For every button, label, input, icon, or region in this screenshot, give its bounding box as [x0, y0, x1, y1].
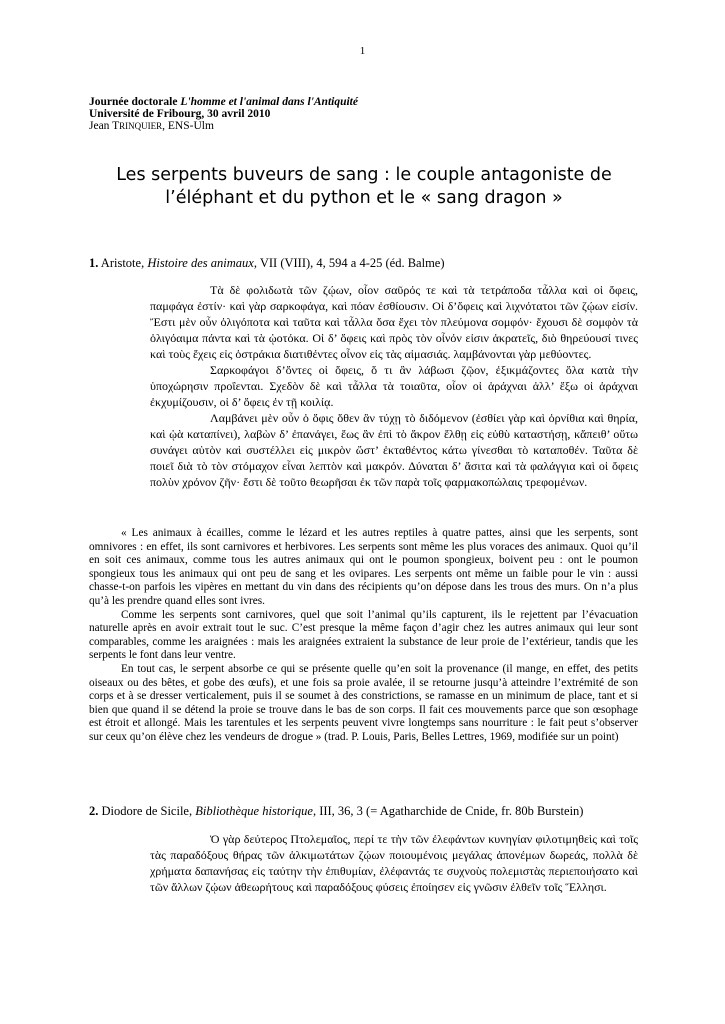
section-1-work: Histoire des animaux: [147, 256, 254, 270]
author-affiliation: , ENS-Ulm: [162, 120, 214, 132]
section-1-ref: , VII (VIII), 4, 594 a 4-25 (éd. Balme): [253, 256, 445, 270]
author-first-name: Jean: [89, 120, 113, 132]
header-event-line: [89, 96, 358, 108]
section-2-work: Bibliothèque historique: [195, 804, 313, 818]
section-1-number: 1.: [89, 256, 99, 270]
greek-paragraph: Λαμβάνει μὲν οὖν ὁ ὄφις ὅθεν ἂν τύχῃ τὸ διδόμενον (ἐσθίει γὰρ καὶ ὀρνίθια καὶ θηρία, καὶ ᾠὰ καταπίνει), λαβὼν δ’ ἐπανάγει, ἕως ἂν ἐπὶ τὸ ἄκρον ἔλθῃ εἰς εὐθὺ καταστήσῃ, κἄπειθ’ οὕτω συνάγει αὑτὸν καὶ συστέλλει εἰς μικρὸν ὥστ’ ἐκταθέντος κάτω γίνεσθαι τὸ καταποθέν. Ταῦτα δὲ ποιεῖ διὰ τὸ τὸν στόμαχον εἶναι λεπτὸν καὶ μακρόν. Δύναται δ’ ἄσιτα καὶ τὰ φαλάγγια καὶ οἱ ὄφεις πολὺν χρόνον ζῆν· ἔστι δὲ τοῦτο θεωρῆσαι ἐκ τῶν παρὰ τοῖς φαρμακοπώλαις τρεφομένων.: [150, 411, 638, 489]
greek-paragraph: Ὁ γὰρ δεύτερος Πτολεμαῖος, περί τε τὴν τῶν ἐλεφάντων κυνηγίαν φιλοτιμηθεὶς καὶ τοῖς τὰς παραδόξους θήρας τῶν ἀλκιμωτάτων ζῴων ποιουμένοις μεγάλας ἀπονέμων δωρεάς, πολλὰ δὲ χρήματα δαπανήσας εἰς ταύτην τὴν ἐπιθυμίαν, ἐλέφαντάς τε συχνοὺς πολεμιστὰς περιεποιήσατο καὶ τῶν ἄλλων ζῴων ἀθεωρήτους καὶ παραδόξους φύσεις ἐποίησεν εἰς γνῶσιν ἐλθεῖν τοῖς Ἕλλησι.: [150, 832, 638, 894]
greek-paragraph: Τὰ δὲ φολιδωτὰ τῶν ζῴων, οἷον σαῦρός τε καὶ τὰ τετράποδα τἆλλα καὶ οἱ ὄφεις, παμφάγα ἐστίν· καὶ γὰρ σαρκοφάγα, καὶ πόαν ἐσθίουσιν. Οἱ δ’ὄφεις καὶ λιχνότατοι τῶν ζῴων εἰσίν. Ἔστι μὲν οὖν ὀλιγόποτα καὶ ταῦτα καὶ τἆλλα ὅσα ἔχει τὸν πλεύμονα σομφόν· ἔχουσι δὲ σομφὸν τὰ ὀλιγόαιμα πάντα καὶ τὰ ᾠοτόκα. Οἱ δ’ ὄφεις καὶ πρὸς τὸν οἶνόν εἰσιν ἀκρατεῖς, διὸ θηρεύουσί τινες καὶ τοὺς ἔχεις εἰς ὀστράκια διατιθέντες οἶνον εἰς τὰς αἱμασιάς. λαμβάνονται γὰρ μεθύοντες.: [150, 283, 638, 361]
section-2-greek-text: [150, 831, 638, 895]
section-2-ref: , III, 36, 3 (= Agatharchide de Cnide, fr. 80b Burstein): [312, 804, 584, 818]
section-1-heading: [89, 256, 445, 271]
section-2-number: 2.: [89, 804, 99, 818]
section-1-author: Aristote,: [98, 256, 148, 270]
document-header: [89, 96, 358, 132]
translation-paragraph: En tout cas, le serpent absorbe ce qui se présente quelle qu’en soit la provenance (il mange, en effet, des petits oiseaux ou des bêtes, et gobe des œufs), et une fois sa proie avalée, il se retourne jusqu’à atteindre l’extrémité de son corps et à se dresser verticalement, puis il se soumet à des constrictions, se ramasse en un minimum de place, tant et si bien que quand il se détend la proie se trouve dans le bas de son corps. Il fait ces mouvements parce que son œsophage est étroit et allongé. Mais les tarentules et les serpents peuvent vivre longtemps sans nourriture : le fait peut s’observer sur ceux qu’on élève chez les vendeurs de drogue » (trad. P. Louis, Paris, Belles Lettres, 1969, modifiée sur un point): [89, 662, 638, 743]
translation-paragraph: Comme les serpents sont carnivores, quel que soit l’animal qu’ils capturent, ils le rejettent par l’évacuation naturelle après en avoir extrait tout le suc. C’est presque la même façon d’agir chez les autres animaux qui leur sont comparables, comme les araignées : mais les araignées extraient la substance de leur proie de l’extérieur, tandis que les serpents le font dans leur ventre.: [89, 608, 638, 662]
header-author-line: [89, 120, 358, 132]
section-2-heading: [89, 804, 583, 819]
title-line-2: l’éléphant et du python et le « sang dragon »: [165, 188, 563, 208]
translation-paragraph: « Les animaux à écailles, comme le lézard et les autres reptiles à quatre pattes, ainsi que les serpents, sont omnivores : en effet, ils sont carnivores et herbivores. Les serpents sont même les plus voraces des animaux. Quoi qu’il en soit ces animaux, comme tous les autres animaux qui ont le poumon spongieux, boivent peu : ont le poumon spongieux tous les animaux qui ont peu de sang et les ovipares. Les serpents ont même un faible pour le vin : aussi chasse-t-on parfois les vipères en mettant du vin dans des récipients qu’on dépose dans les trous des murs. On n’a plus qu’à les prendre quand elles sont ivres.: [89, 527, 638, 607]
header-event-prefix: Journée doctorale: [89, 96, 181, 108]
page-number: 1: [359, 45, 366, 57]
paper-title: [89, 164, 639, 210]
author-last-name: TRINQUIER: [112, 120, 163, 132]
header-venue-line: Université de Fribourg, 30 avril 2010: [89, 108, 271, 120]
section-1-translation: [89, 527, 638, 745]
greek-paragraph: Σαρκοφάγοι δ’ὄντες οἱ ὄφεις, ὅ τι ἂν λάβωσι ζῷον, ἐξικμάζοντες ὅλα κατὰ τὴν ὑποχώρησιν προΐενται. Σχεδὸν δὲ καὶ τἆλλα τὰ τοιαῦτα, οἷον οἱ ἀράχναι ἀλλ’ ἔξω οἱ ἀράχναι ἐκχυμίζουσιν, οἱ δ’ ὄφεις ἐν τῇ κοιλίᾳ.: [150, 363, 638, 409]
section-1-greek-text: [150, 282, 638, 490]
title-line-1: Les serpents buveurs de sang : le couple antagoniste de: [116, 165, 612, 185]
section-2-author: Diodore de Sicile,: [98, 804, 196, 818]
header-event-title: L'homme et l'animal dans l'Antiquité: [180, 96, 358, 108]
